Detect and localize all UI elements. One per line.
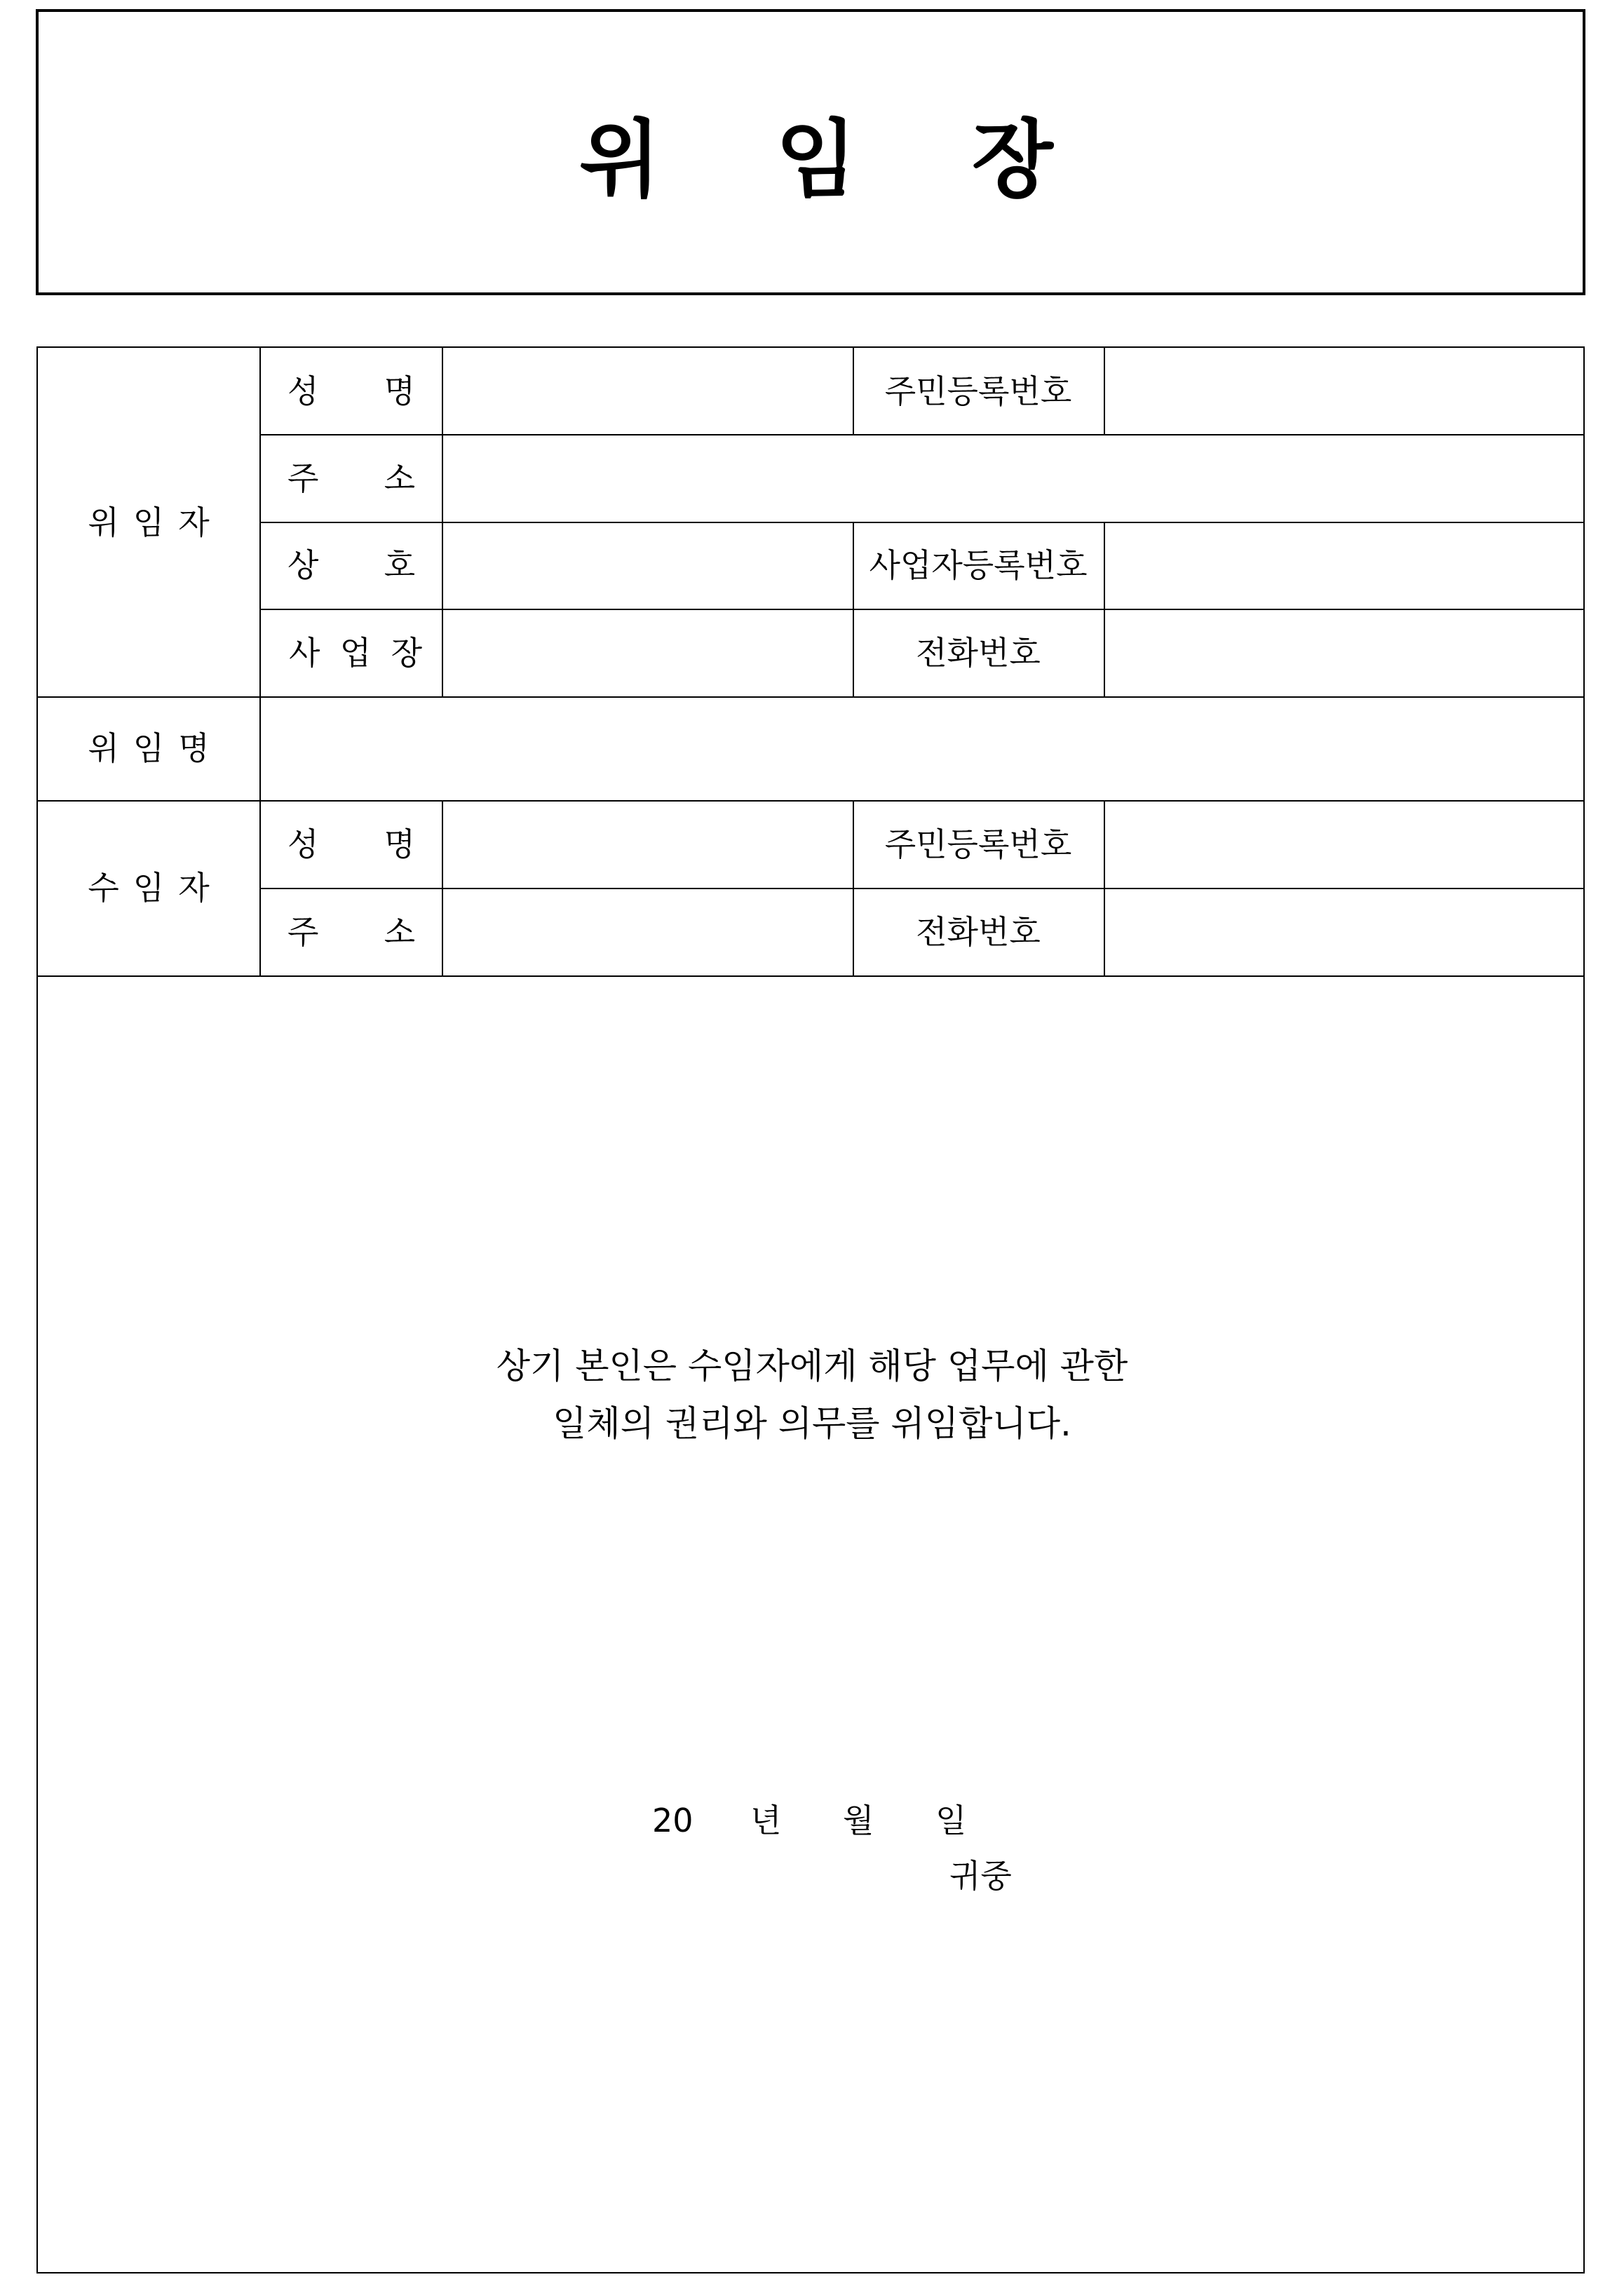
delegator-workplace-field[interactable] [443, 610, 853, 696]
delegate-phone-label: 전화번호 [916, 912, 1041, 951]
delegator-phone-field[interactable] [1105, 610, 1585, 696]
delegator-company-label: 상 호 [287, 546, 415, 584]
delegate-name-field[interactable] [443, 802, 853, 888]
delegator-name-label: 성 명 [287, 372, 415, 410]
delegator-brn-field[interactable] [1105, 523, 1585, 609]
statement-line-1: 상기 본인은 수임자에게 해당 업무에 관한 [496, 1346, 1128, 1386]
statement-line-2: 일체의 권리와 의무를 위임합니다. [553, 1403, 1071, 1444]
delegator-label: 위 임 자 [88, 503, 210, 541]
date-line [652, 1804, 966, 1837]
delegator-address-label: 주 소 [287, 459, 415, 497]
delegator-brn-label: 사업자등록번호 [869, 546, 1088, 584]
delegation-name-field[interactable] [261, 698, 1585, 800]
delegator-workplace-label: 사 업 장 [289, 633, 422, 672]
delegate-phone-field[interactable] [1105, 889, 1585, 975]
date-day: 일 [935, 1802, 967, 1839]
title-box [36, 9, 1585, 295]
document-title [39, 112, 1583, 209]
delegation-name-label: 위 임 명 [88, 729, 210, 767]
delegate-name-label: 성 명 [287, 825, 415, 863]
addressee: 귀중 [949, 1857, 1012, 1895]
delegate-rrn-field[interactable] [1105, 802, 1585, 888]
delegator-address-field[interactable] [443, 435, 1585, 522]
delegator-company-field[interactable] [443, 523, 853, 609]
date-year-prefix: 20 [652, 1802, 693, 1839]
delegate-label: 수 임 자 [88, 869, 210, 907]
title-char: 장 [972, 112, 1053, 209]
delegator-phone-label: 전화번호 [916, 633, 1041, 672]
delegator-rrn-label: 주민등록번호 [884, 372, 1072, 410]
date-year: 년 [750, 1802, 782, 1839]
delegator-rrn-field[interactable] [1105, 348, 1585, 434]
delegator-name-field[interactable] [443, 348, 853, 434]
title-char: 위 [579, 112, 661, 209]
delegate-address-label: 주 소 [287, 912, 415, 951]
delegate-rrn-label: 주민등록번호 [884, 825, 1072, 863]
date-month: 월 [843, 1802, 874, 1839]
delegation-form [36, 346, 1585, 2273]
title-char: 임 [776, 112, 857, 209]
delegate-address-field[interactable] [443, 889, 853, 975]
